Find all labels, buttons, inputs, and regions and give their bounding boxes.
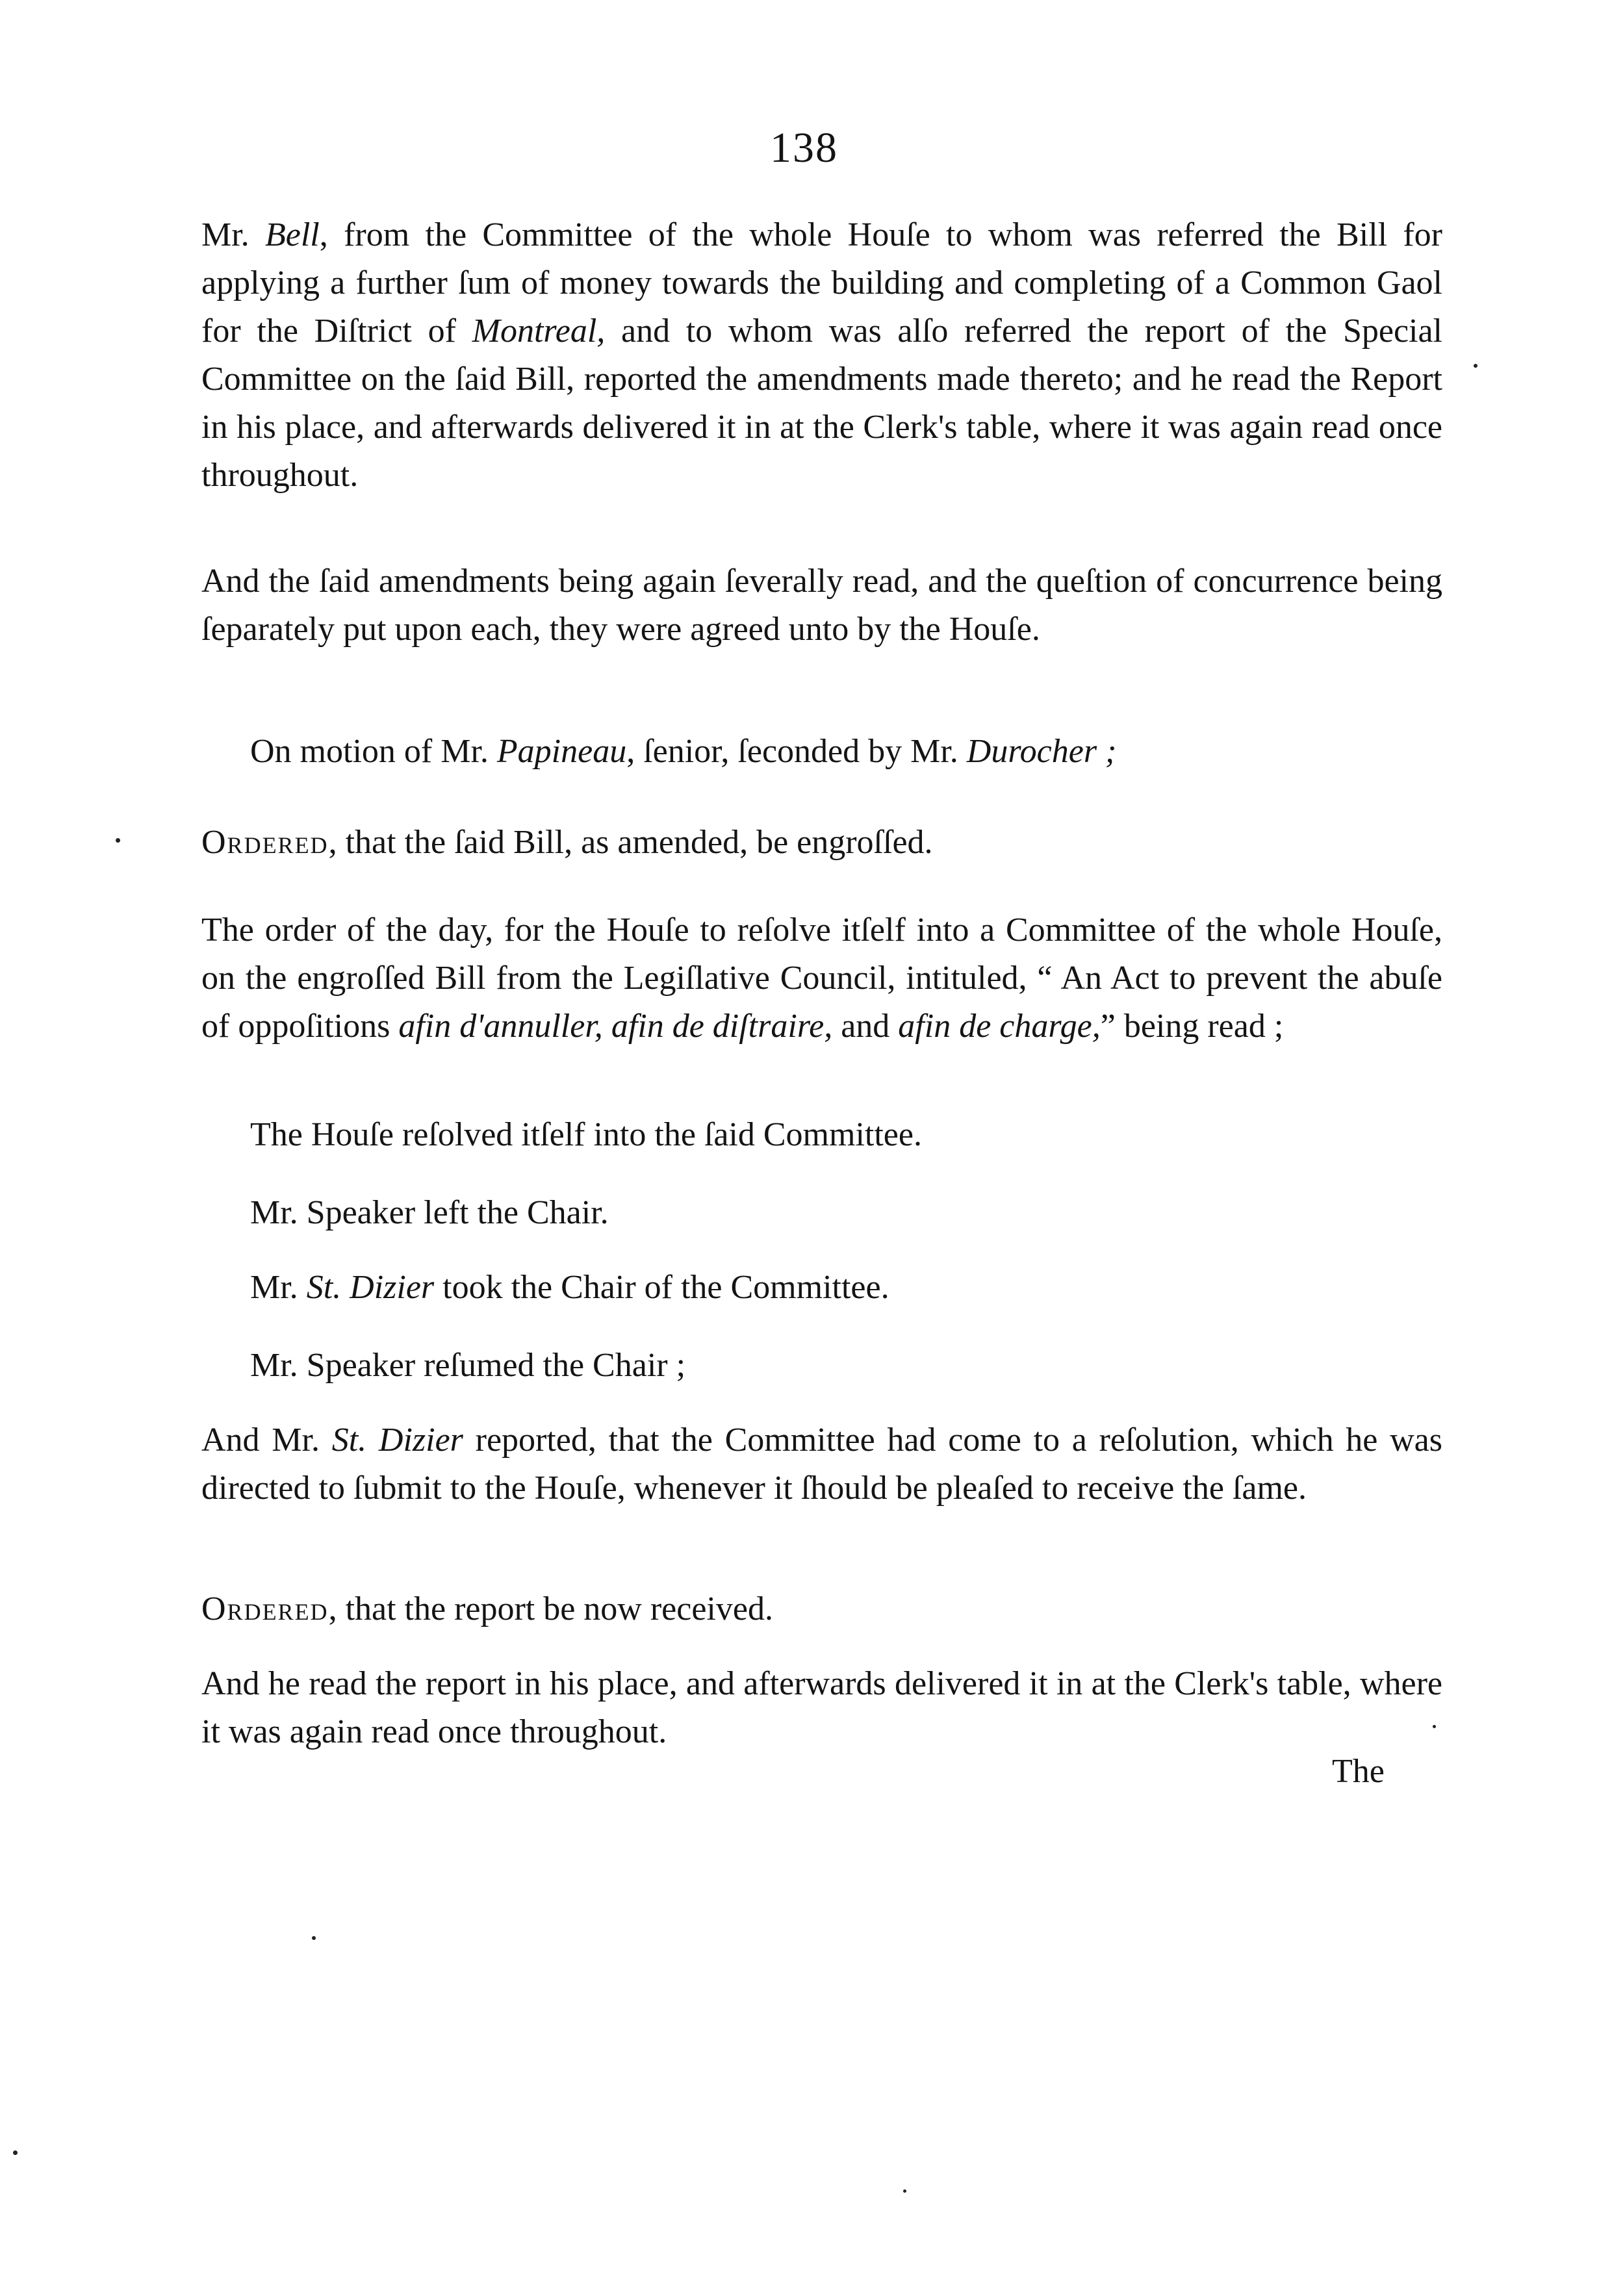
paragraph-text: Mr. Speaker reſumed the Chair ; [250, 1347, 686, 1384]
scan-speck [903, 2189, 906, 2193]
scan-speck [116, 838, 120, 843]
legal-term: afin de charge, [898, 1008, 1101, 1045]
paragraph-text: On motion of Mr. [250, 733, 497, 770]
scan-speck [13, 2150, 18, 2155]
ordered-label: Ordered [201, 1590, 329, 1627]
scan-speck [1474, 364, 1478, 368]
paragraph-text: And the ſaid amendments being again ſeverally read, and the queſtion of concurrence being ſeparately put upon each, they were agreed unto by the Houſe. [201, 563, 1442, 648]
paragraph-text: The Houſe reſolved itſelf into the ſaid Committee. [250, 1116, 922, 1153]
paragraph-bell-report [201, 211, 1442, 500]
ordered-label: Ordered [201, 824, 329, 861]
paragraph-text: The order of the day, for the Houſe to reſolve itſelf into a Committee of the whole Houſe, on the engroſſed Bill from the Legiſlative Council, intituled, “ An Act to prevent the abuſe of oppoſitions [201, 912, 1442, 1045]
paragraph-text: Mr. Speaker left the Chair. [250, 1194, 609, 1231]
member-name: St. Dizier [331, 1422, 463, 1459]
paragraph-text: and to whom was alſo referred the report of the Special Committee on the ſaid Bill, reported the amendments made thereto; and he read the Report in his place, and afterwards delivered it in at the Clerk's table, where it was again read once throughout. [201, 313, 1442, 494]
paragraph-text: , that the ſaid Bill, as amended, be engroſſed. [328, 824, 933, 861]
paragraph-text: , ſenior, ſeconded by Mr. [626, 733, 967, 770]
speaker-title: Mr. [201, 216, 266, 253]
page-number: 138 [770, 124, 838, 172]
paragraph-text: took the Chair of the Committee. [434, 1269, 889, 1306]
member-name: Durocher ; [966, 733, 1117, 770]
paragraph-text: Mr. [250, 1269, 307, 1306]
paragraph-text: , that the report be now received. [328, 1590, 773, 1627]
member-name: St. Dizier [306, 1269, 435, 1306]
paragraph-ordered-engrossed [201, 819, 933, 867]
paragraph-text: And Mr. [201, 1422, 332, 1459]
legal-term: afin d'annuller, [398, 1008, 603, 1045]
paragraph-reported-resolution [201, 1416, 1442, 1512]
paragraph-ordered-received [201, 1585, 773, 1633]
catchword: The [1332, 1753, 1385, 1790]
member-name: Bell [265, 216, 320, 253]
paragraph-speaker-resumed [250, 1342, 685, 1390]
paragraph-house-resolved [250, 1111, 922, 1159]
scan-speck [312, 1936, 316, 1940]
paragraph-amendments [201, 557, 1442, 654]
place-name: Montreal, [472, 313, 606, 350]
paragraph-took-chair [250, 1264, 889, 1312]
paragraph-text: And he read the report in his place, and afterwards delivered it in at the Clerk's table, where it was again read once throughout. [201, 1665, 1442, 1750]
paragraph-speaker-left [250, 1189, 609, 1237]
member-name: Papineau [496, 733, 627, 770]
legal-term: afin de diſtraire, [611, 1008, 833, 1045]
paragraph-order-of-day: The order of the day, for the Houſe to reſolve itſelf into a Committee of the whole Houſe, on the engroſſed Bill from the Legiſlative Council, intituled, “ An Act to prevent the abuſe of oppoſitions afin d'annuller, afin de diſtraire, and afin de charge,” being read ; [201, 912, 1442, 1045]
paragraph-text: , from the Committee of the whole Houſe to whom was referred the Bill for applying a further ſum of money towards the building and completing of a Common Gaol for the Diſtrict of [201, 216, 1443, 350]
paragraph-read-report [201, 1660, 1442, 1756]
paragraph-text: ” being read ; [1100, 1008, 1284, 1045]
scan-speck [1433, 1725, 1436, 1728]
paragraph-text: reported, that the Committee had come to a reſolution, which he was directed to ſubmit to the Houſe, whenever it ſhould be pleaſed to receive the ſame. [201, 1422, 1442, 1507]
paragraph-motion [250, 728, 1116, 776]
